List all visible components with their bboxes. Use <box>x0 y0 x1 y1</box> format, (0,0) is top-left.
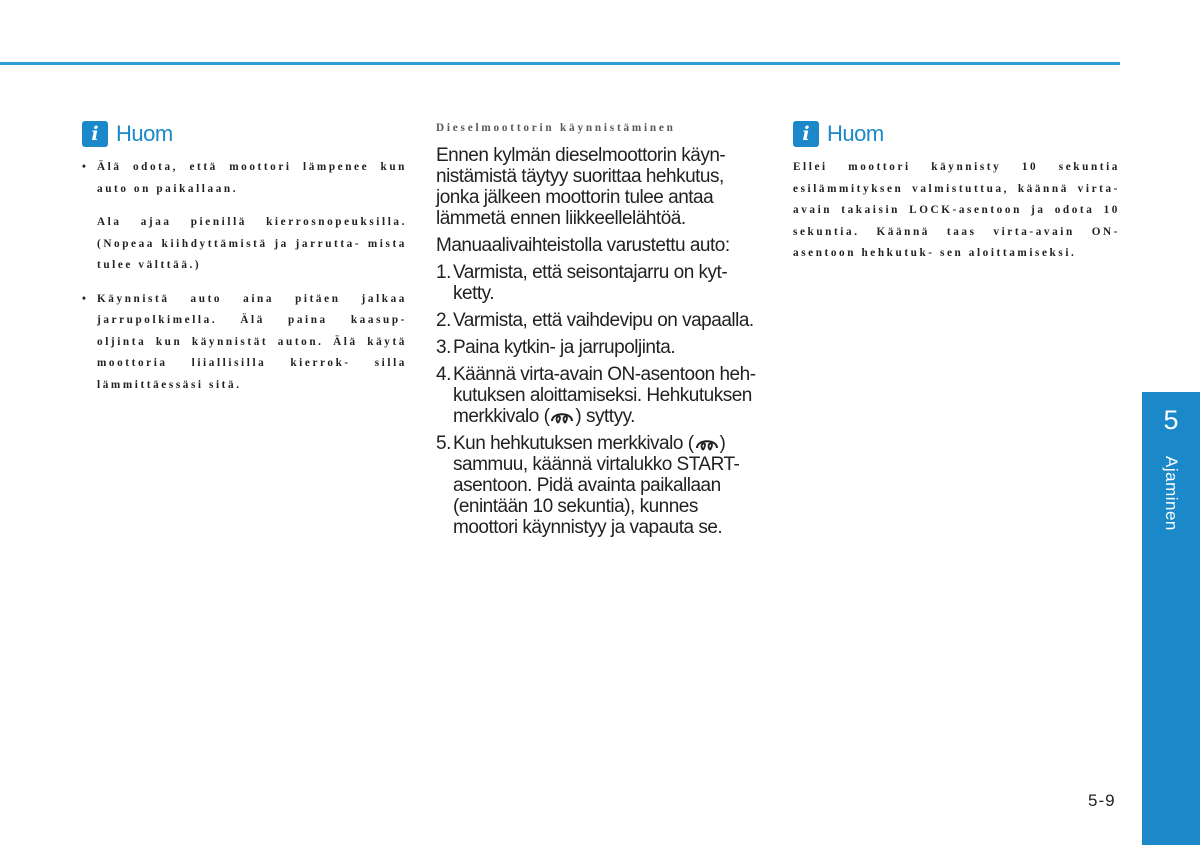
step-item <box>436 433 765 538</box>
info-icon: i <box>793 121 819 147</box>
section-heading: Dieselmoottorin käynnistäminen <box>436 122 676 134</box>
left-note-title: Huom <box>116 121 173 146</box>
step-number: 5. <box>436 433 451 454</box>
right-note-text: Ellei moottori käynnisty 10 sekuntia esilämmityksen valmistuttua, käännä virta-avain takaisin LOCK-asentoon ja odota 10 sekuntia. Käännä taas virta-avain ON-asentoon hehkutuk- sen aloittamiseksi. <box>793 161 1120 259</box>
intro-paragraph: Ennen kylmän dieselmoottorin käyn- nistämistä täytyy suorittaa hehkutus, jonka jälkeen moottorin tulee antaa lämmetä ennen liikkeellelähtöä. <box>436 145 726 229</box>
right-note-header <box>793 121 884 147</box>
bullet-text: Älä odota, että moottori lämpenee kun auto on paikallaan. <box>97 161 407 195</box>
chapter-number: 5 <box>1163 405 1179 435</box>
bullet-text: Käynnistä auto aina pitäen jalkaa jarrupolkimella. Älä paina kaasup- oljinta kun käynnistät auton. Älä käytä moottoria liiallisilla kierrok- silla lämmittäessäsi sitä. <box>97 292 407 391</box>
step-text: Varmista, että vaihdevipu on vapaalla. <box>453 310 754 331</box>
step-text: Paina kytkin- ja jarrupoljinta. <box>453 337 676 358</box>
page-number: 5-9 <box>1088 791 1116 810</box>
bullet-dot: • <box>82 161 89 173</box>
manual-label: Manuaalivaihteistolla varustettu auto: <box>436 235 730 256</box>
step-item <box>436 310 765 331</box>
left-note-body <box>82 157 407 396</box>
step-text-end: ) syttyy. <box>575 406 635 427</box>
steps-list <box>436 262 765 538</box>
header-rule <box>0 62 1120 65</box>
bullet-extra-text: Ala ajaa pienillä kierrosnopeuksilla. (Nopeaa kiihdyttämistä ja jarrutta- mista tulee välttää.) <box>97 216 407 271</box>
note-bullet <box>82 289 407 397</box>
chapter-name: Ajaminen <box>1162 456 1181 531</box>
step-number: 4. <box>436 364 451 385</box>
chapter-tab <box>1142 392 1200 845</box>
step-item <box>436 262 765 304</box>
step-number: 1. <box>436 262 451 283</box>
step-text-end: ) sammuu, käännä virtalukko START- asentoon. Pidä avainta paikallaan (enintään 10 sekuntia), kunnes moottori käynnistyy ja vapauta se. <box>453 433 740 538</box>
left-note-header <box>82 121 173 147</box>
bullet-dot: • <box>82 292 89 305</box>
step-number: 2. <box>436 310 451 331</box>
step-text: Varmista, että seisontajarru on kyt- ketty. <box>453 262 728 304</box>
step-item <box>436 364 765 427</box>
note-bullet <box>82 157 407 200</box>
info-icon: i <box>82 121 108 147</box>
right-note-title: Huom <box>827 121 884 146</box>
middle-body <box>436 145 765 544</box>
step-item <box>436 337 765 358</box>
step-text: Kun hehkutuksen merkkivalo ( <box>453 433 694 454</box>
step-number: 3. <box>436 337 451 358</box>
glow-plug-icon <box>549 408 575 426</box>
glow-plug-icon <box>694 435 720 453</box>
step-text: Käännä virta-avain ON-asentoon heh- kutuksen aloittamiseksi. Hehkutuksen merkkivalo ( <box>453 364 756 427</box>
